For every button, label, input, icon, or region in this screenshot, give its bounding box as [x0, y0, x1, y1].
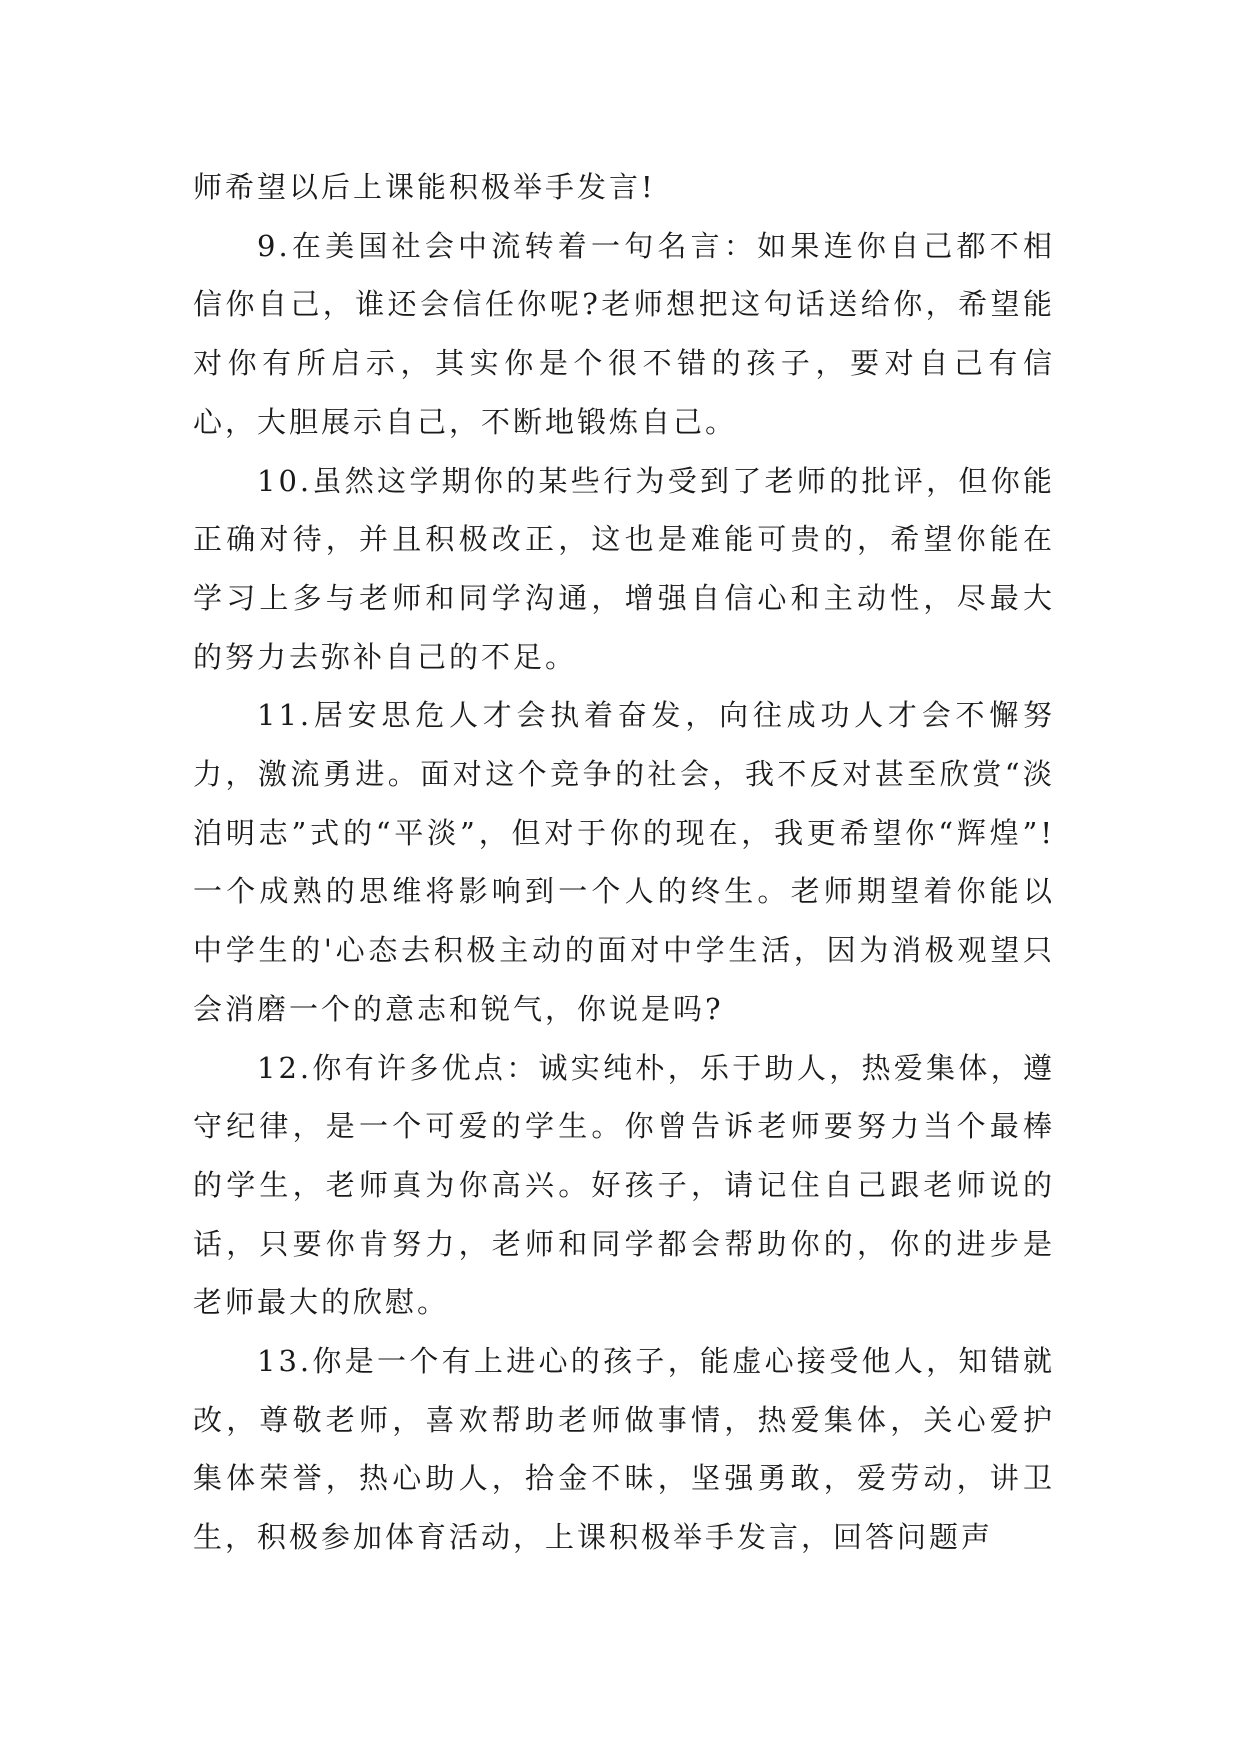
- paragraph-item-10: 10.虽然这学期你的某些行为受到了老师的批评，但你能正确对待，并且积极改正，这也是难能可贵的，希望你能在学习上多与老师和同学沟通，增强自信心和主动性，尽最大的努力去弥补自己的不足。: [193, 463, 1055, 674]
- paragraph-item-13: 13.你是一个有上进心的孩子，能虚心接受他人，知错就改，尊敬老师，喜欢帮助老师做事情，热爱集体，关心爱护集体荣誉，热心助人，拾金不昧，坚强勇敢，爱劳动，讲卫生，积极参加体育活动，上课积极举手发言，回答问题声: [193, 1344, 1055, 1555]
- document-body: [193, 158, 1055, 1567]
- paragraph-item-11: 11.居安思危人才会执着奋发，向往成功人才会不懈努力，激流勇进。面对这个竞争的社会，我不反对甚至欣赏“淡泊明志”式的“平淡”，但对于你的现在，我更希望你“辉煌”!一个成熟的思维将影响到一个人的终生。老师期望着你能以中学生的'心态去积极主动的面对中学生活，因为消极观望只会消磨一个的意志和锐气，你说是吗?: [193, 698, 1055, 1026]
- paragraph-item-9: 9.在美国社会中流转着一句名言：如果连你自己都不相信你自己，谁还会信任你呢?老师想把这句话送给你，希望能对你有所启示，其实你是个很不错的孩子，要对自己有信心，大胆展示自己，不断地锻炼自己。: [193, 228, 1055, 439]
- paragraph-item-12: 12.你有许多优点：诚实纯朴，乐于助人，热爱集体，遵守纪律，是一个可爱的学生。你曾告诉老师要努力当个最棒的学生，老师真为你高兴。好孩子，请记住自己跟老师说的话，只要你肯努力，老师和同学都会帮助你的，你的进步是老师最大的欣慰。: [193, 1050, 1055, 1320]
- paragraph-continuation: 师希望以后上课能积极举手发言!: [193, 170, 656, 204]
